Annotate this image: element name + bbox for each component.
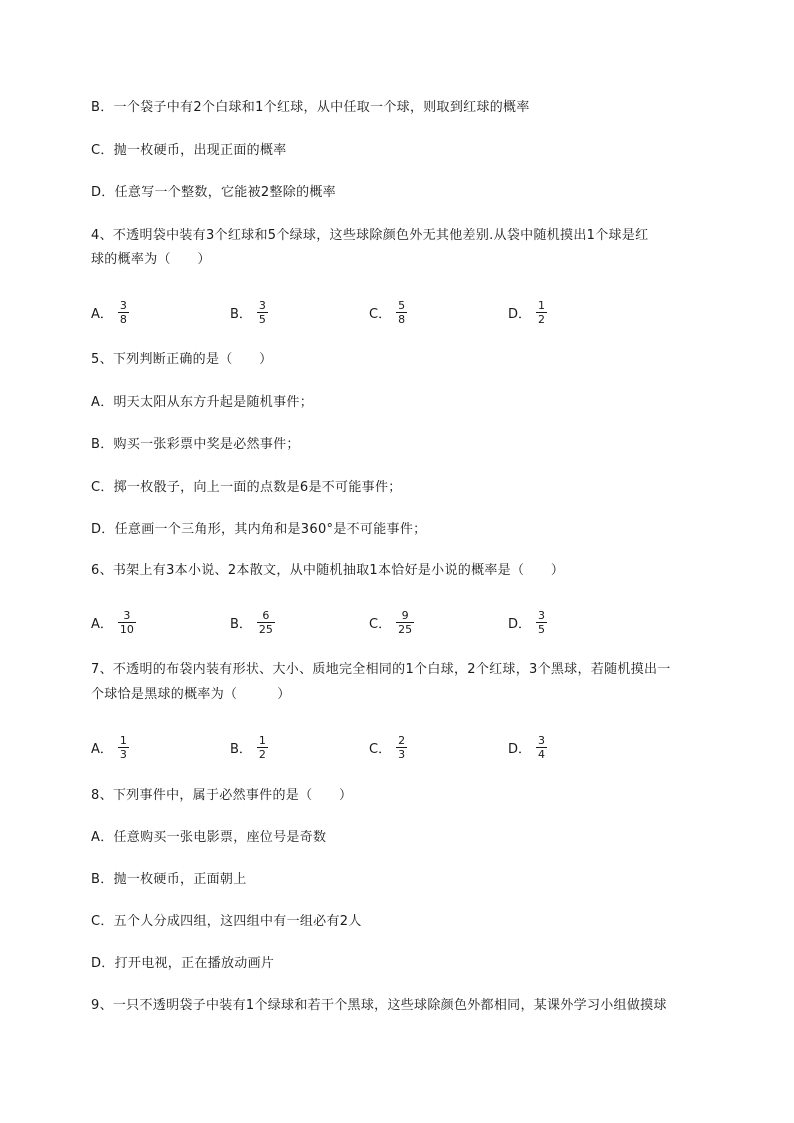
fraction: $\frac{3}{10}$ [119, 608, 134, 636]
fraction: $\frac{1}{2}$ [538, 298, 546, 326]
fraction: $\frac{3}{5}$ [258, 298, 266, 326]
q3-option-b: B．一个袋子中有2个白球和1个红球，从中任取一个球，则取到红球的概率 [91, 100, 530, 115]
q6-option-c: C． $\frac{9}{25}$ [369, 608, 413, 636]
fraction: $\frac{1}{3}$ [119, 733, 127, 761]
q3-option-c: C．抛一枚硬币，出现正面的概率 [91, 143, 287, 158]
fraction: $\frac{3}{4}$ [538, 733, 546, 761]
fraction: $\frac{6}{25}$ [258, 608, 273, 636]
q4-options [0, 294, 794, 330]
q4-stem-line2: 球的概率为（ ） [91, 252, 211, 267]
q6-option-b: B． $\frac{6}{25}$ [230, 608, 273, 636]
q4-option-c: C． $\frac{5}{8}$ [369, 298, 406, 326]
q7-option-b: B． $\frac{1}{2}$ [230, 733, 266, 761]
q5-option-c: C．掷一枚骰子，向上一面的点数是6是不可能事件； [91, 480, 402, 495]
q8-stem: 8、下列事件中，属于必然事件的是（ ） [91, 788, 353, 803]
q4-option-b: B． $\frac{3}{5}$ [230, 298, 266, 326]
q8-option-a: A．任意购买一张电影票，座位号是奇数 [91, 830, 327, 845]
q6-options [0, 604, 794, 640]
q7-options [0, 729, 794, 765]
fraction: $\frac{2}{3}$ [398, 733, 406, 761]
q4-option-a: A． $\frac{3}{8}$ [91, 298, 127, 326]
q7-stem-line2: 个球恰是黑球的概率为（ ） [91, 687, 291, 702]
q6-option-a: A． $\frac{3}{10}$ [91, 608, 134, 636]
q7-stem-line1: 7、不透明的布袋内装有形状、大小、质地完全相同的1个白球，2个红球，3个黑球，若随机摸出一 [91, 662, 671, 677]
q5-option-b: B．购买一张彩票中奖是必然事件； [91, 437, 300, 452]
fraction: $\frac{3}{5}$ [538, 608, 546, 636]
fraction: $\frac{9}{25}$ [398, 608, 413, 636]
q8-option-d: D．打开电视，正在播放动画片 [91, 956, 275, 971]
q7-option-c: C． $\frac{2}{3}$ [369, 733, 406, 761]
q8-option-c: C．五个人分成四组，这四组中有一组必有2人 [91, 914, 362, 929]
q7-option-d: D． $\frac{3}{4}$ [508, 733, 546, 761]
q4-option-d: D． $\frac{1}{2}$ [508, 298, 546, 326]
q5-option-d: D．任意画一个三角形，其内角和是360°是不可能事件； [91, 522, 427, 537]
q6-stem: 6、书架上有3本小说、2本散文，从中随机抽取1本恰好是小说的概率是（ ） [91, 563, 565, 578]
q8-option-b: B．抛一枚硬币，正面朝上 [91, 872, 247, 887]
q5-option-a: A．明天太阳从东方升起是随机事件； [91, 395, 313, 410]
q5-stem: 5、下列判断正确的是（ ） [91, 352, 273, 367]
q9-stem-line1: 9、一只不透明袋子中装有1个绿球和若干个黑球，这些球除颜色外都相同，某课外学习小组做摸球 [91, 998, 667, 1013]
q3-option-d: D．任意写一个整数，它能被2整除的概率 [91, 185, 336, 200]
fraction: $\frac{1}{2}$ [258, 733, 266, 761]
q7-option-a: A． $\frac{1}{3}$ [91, 733, 127, 761]
fraction: $\frac{3}{8}$ [119, 298, 127, 326]
fraction: $\frac{5}{8}$ [398, 298, 406, 326]
q4-stem-line1: 4、不透明袋中装有3个红球和5个绿球，这些球除颜色外无其他差别.从袋中随机摸出1个球是红 [91, 228, 649, 243]
q6-option-d: D． $\frac{3}{5}$ [508, 608, 546, 636]
